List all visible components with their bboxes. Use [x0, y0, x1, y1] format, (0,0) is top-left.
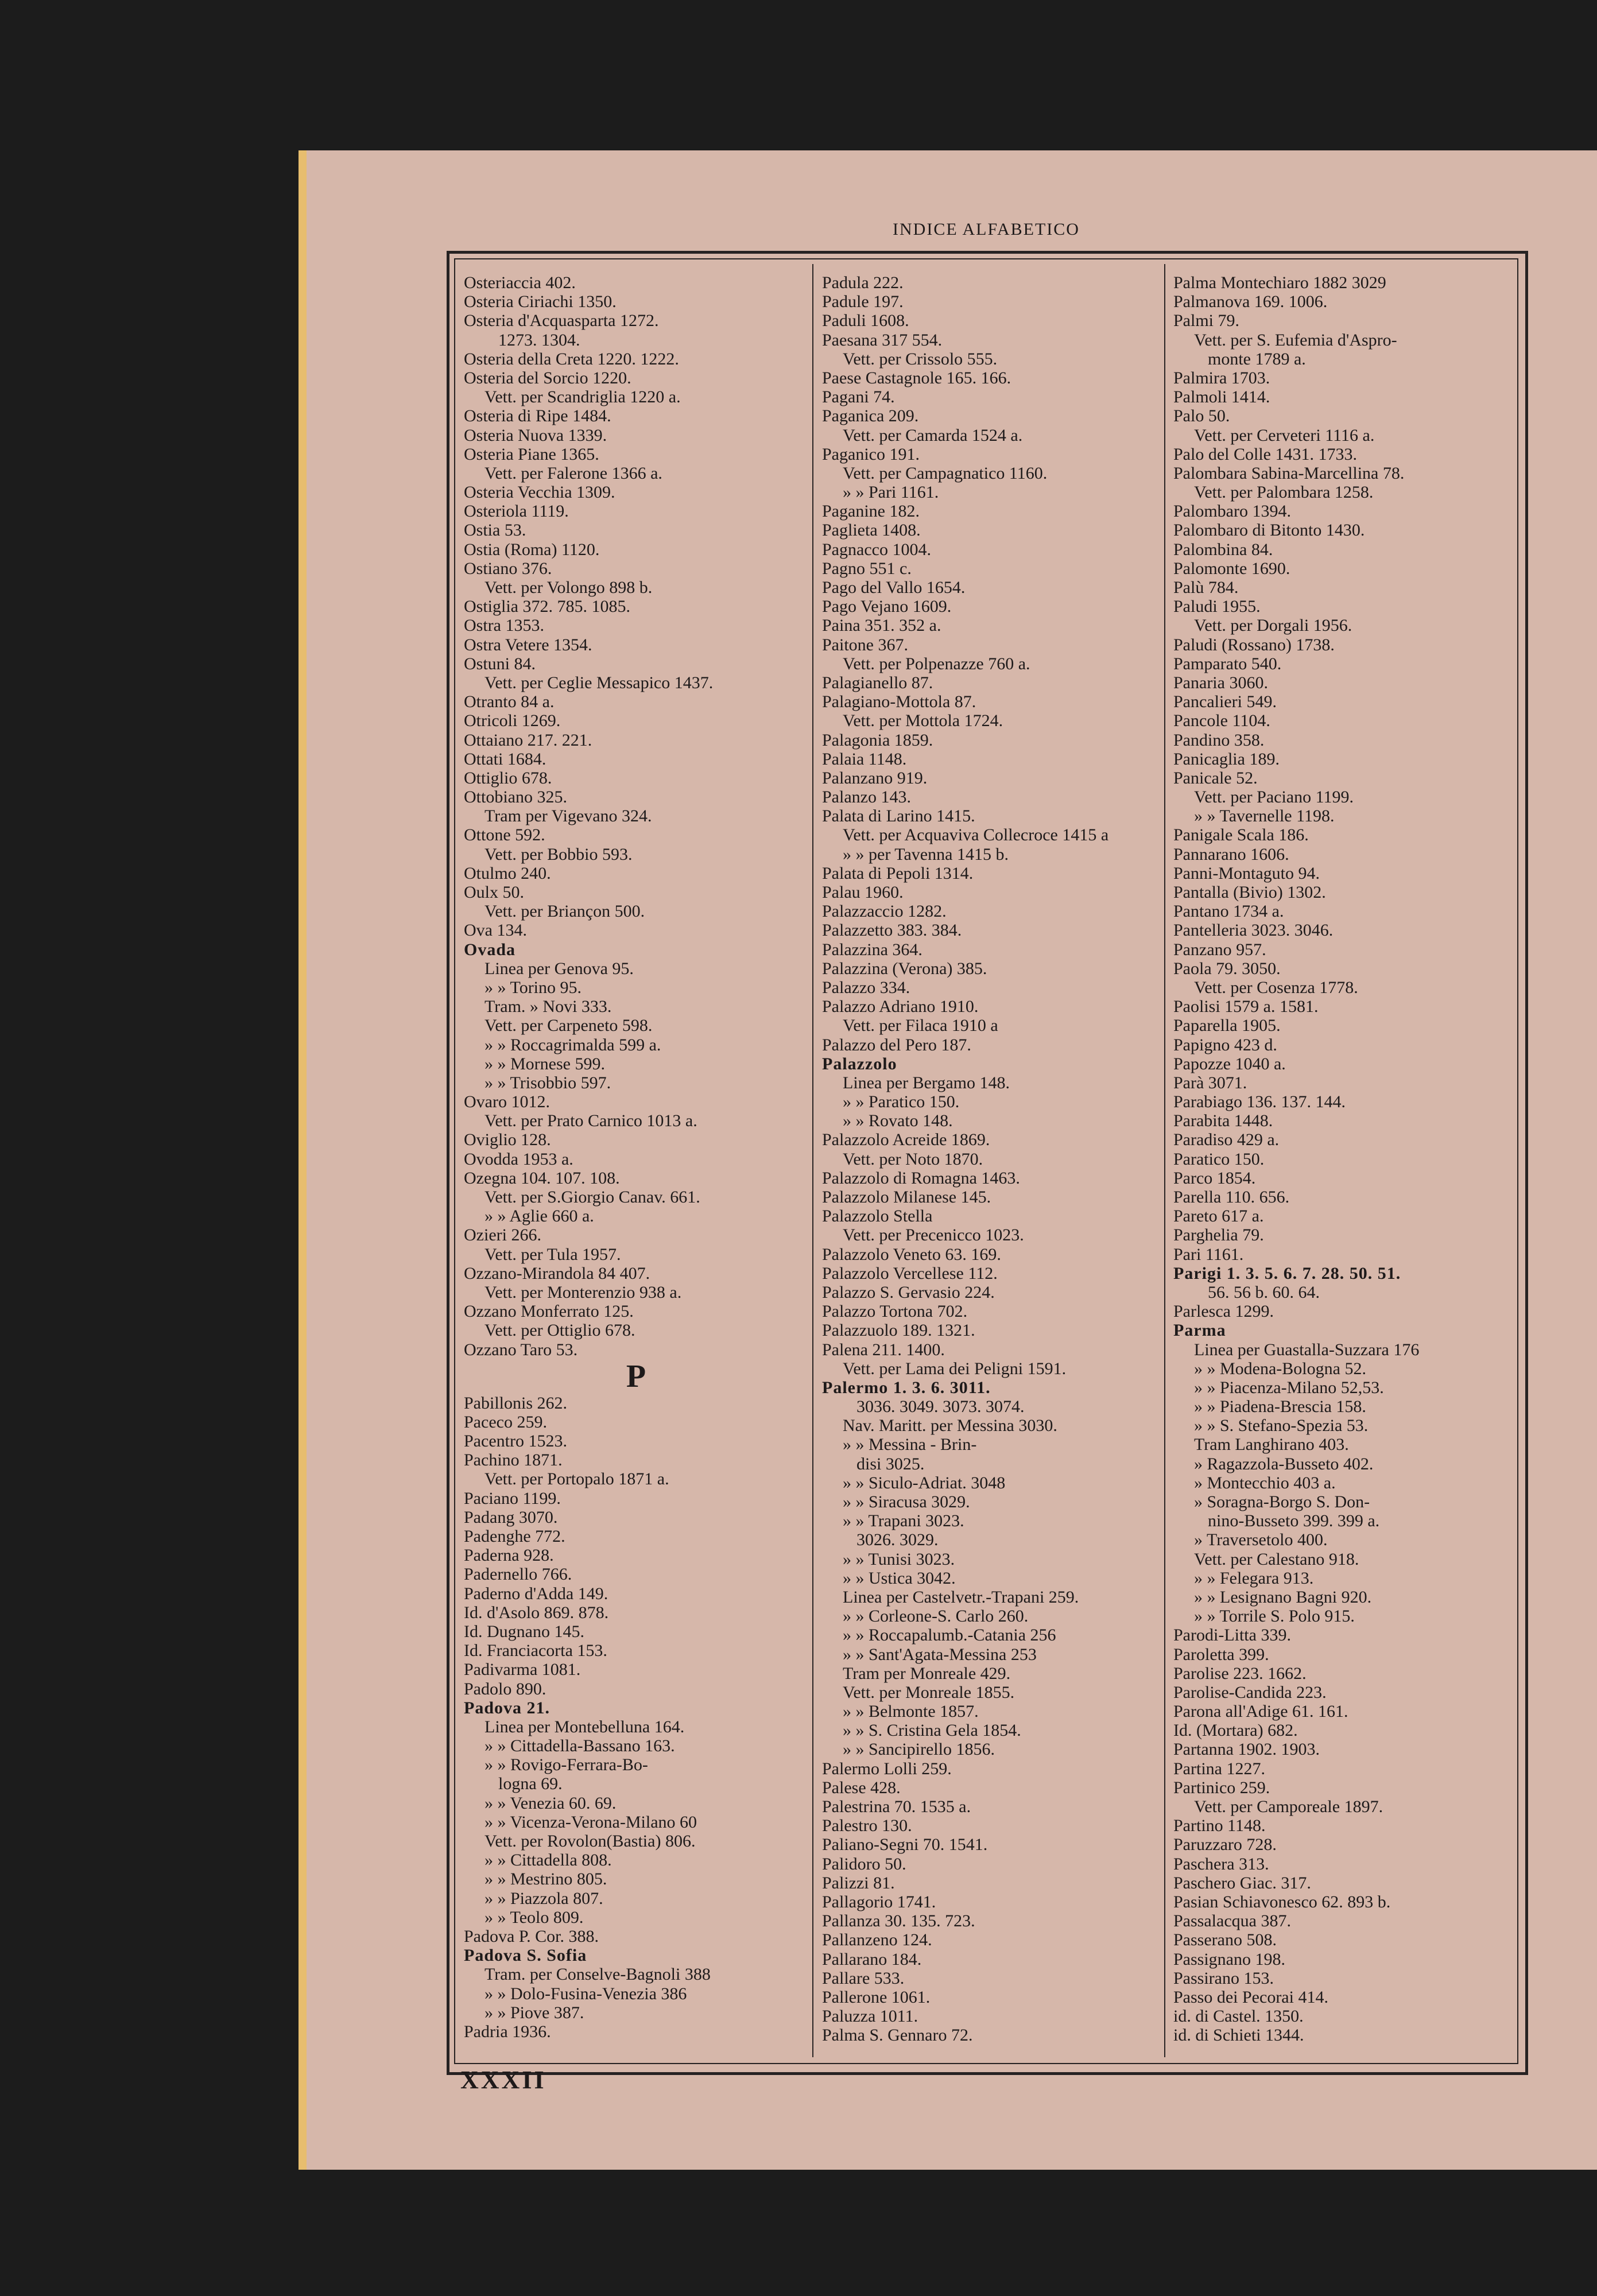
index-entry: Pantelleria 3023. 3046. — [1173, 921, 1334, 940]
index-entry: Tram per Vigevano 324. — [484, 806, 652, 826]
index-entry: Pancalieri 549. — [1173, 692, 1277, 712]
index-entry: » » Trapani 3023. — [843, 1511, 964, 1531]
index-entry: Paroletta 399. — [1173, 1645, 1269, 1664]
index-entry: Ovodda 1953 a. — [464, 1149, 573, 1169]
index-entry: Palestro 130. — [822, 1816, 912, 1836]
index-entry: Pagnacco 1004. — [822, 540, 931, 559]
index-entry: » » Piacenza-Milano 52,53. — [1194, 1378, 1384, 1397]
index-entry: logna 69. — [498, 1774, 563, 1794]
index-entry: Palanzano 919. — [822, 768, 928, 788]
index-entry: Osteriaccia 402. — [464, 273, 576, 292]
index-entry: Ottobiano 325. — [464, 788, 567, 807]
index-entry: Passirano 153. — [1173, 1968, 1274, 1988]
index-entry: Palena 211. 1400. — [822, 1340, 945, 1359]
index-entry: Papigno 423 d. — [1173, 1035, 1277, 1054]
index-entry: Palma Montechiaro 1882 3029 — [1173, 273, 1386, 292]
index-entry: id. di Castel. 1350. — [1173, 2007, 1304, 2026]
index-entry: Pachino 1871. — [464, 1450, 563, 1470]
index-entry: » » Trisobbio 597. — [484, 1073, 611, 1092]
index-entry: Parona all'Adige 61. 161. — [1173, 1702, 1348, 1721]
index-entry: 3036. 3049. 3073. 3074. — [856, 1397, 1025, 1417]
index-entry: Paludi 1955. — [1173, 597, 1261, 616]
index-entry: Paese Castagnole 165. 166. — [822, 368, 1011, 387]
index-entry: Padule 197. — [822, 292, 904, 312]
index-entry: Ostra Vetere 1354. — [464, 635, 592, 654]
index-entry: Palombara Sabina-Marcellina 78. — [1173, 463, 1405, 483]
index-entry: Ostia 53. — [464, 521, 526, 540]
index-entry: Vett. per Cerveteri 1116 a. — [1194, 425, 1375, 445]
index-entry: Ostiglia 372. 785. 1085. — [464, 597, 630, 616]
index-entry: Palazzolo — [822, 1054, 897, 1073]
index-entry: Passalacqua 387. — [1173, 1911, 1291, 1931]
index-entry: Paola 79. 3050. — [1173, 959, 1281, 978]
index-entry: Paschera 313. — [1173, 1854, 1269, 1874]
index-entry: disi 3025. — [856, 1454, 925, 1473]
index-entry: Vett. per Precenicco 1023. — [843, 1225, 1024, 1245]
index-entry: Paciano 1199. — [464, 1488, 561, 1508]
index-entry: Osteria di Ripe 1484. — [464, 406, 611, 426]
index-column-3 — [1173, 273, 1518, 2045]
index-entry: Id. Franciacorta 153. — [464, 1641, 607, 1661]
index-entry: Ottone 592. — [464, 825, 545, 845]
index-entry: Partina 1227. — [1173, 1759, 1265, 1778]
index-entry: Palanzo 143. — [822, 788, 911, 807]
index-entry: Paradiso 429 a. — [1173, 1130, 1280, 1150]
index-entry: Paganica 209. — [822, 406, 919, 426]
index-entry: Paduli 1608. — [822, 311, 909, 331]
index-entry: Vett. per Filaca 1910 a — [843, 1016, 998, 1035]
index-entry: monte 1789 a. — [1208, 349, 1306, 369]
index-entry: » » Vicenza-Verona-Milano 60 — [484, 1812, 697, 1832]
index-entry: Vett. per Ceglie Messapico 1437. — [484, 673, 714, 692]
index-entry: Parabita 1448. — [1173, 1111, 1273, 1131]
index-entry: Palestrina 70. 1535 a. — [822, 1797, 971, 1816]
index-entry: Vett. per Cosenza 1778. — [1194, 978, 1358, 997]
index-entry: » Ragazzola-Busseto 402. — [1194, 1454, 1374, 1473]
index-entry: Padang 3070. — [464, 1507, 558, 1527]
index-entry: Paolisi 1579 a. 1581. — [1173, 997, 1319, 1017]
index-entry: Ostia (Roma) 1120. — [464, 540, 600, 559]
index-entry: Palazzolo Vercellese 112. — [822, 1263, 998, 1283]
index-entry: Ostuni 84. — [464, 654, 536, 673]
index-entry: » » Teolo 809. — [484, 1907, 584, 1927]
index-entry: Vett. per S. Eufemia d'Aspro- — [1194, 330, 1397, 350]
index-entry: Vett. per Rovolon(Bastia) 806. — [484, 1832, 696, 1851]
index-entry: » Montecchio 403 a. — [1194, 1473, 1336, 1492]
index-entry: Ovaro 1012. — [464, 1092, 550, 1112]
index-entry: » » Torino 95. — [484, 978, 582, 997]
index-entry: Pasian Schiavonesco 62. 893 b. — [1173, 1892, 1391, 1911]
index-entry: Vett. per Lama dei Peligni 1591. — [843, 1359, 1067, 1378]
index-entry: Ozegna 104. 107. 108. — [464, 1168, 620, 1188]
index-entry: Palata di Pepoli 1314. — [822, 863, 974, 883]
index-entry: Padova 21. — [464, 1698, 551, 1717]
index-entry: Palazzina (Verona) 385. — [822, 959, 987, 978]
index-entry: Vett. per Paciano 1199. — [1194, 788, 1354, 807]
index-entry: » » Torrile S. Polo 915. — [1194, 1607, 1355, 1626]
index-entry: Pallerone 1061. — [822, 1987, 931, 2007]
index-entry: Pancole 1104. — [1173, 711, 1270, 731]
index-entry: Pagno 551 c. — [822, 559, 912, 578]
index-entry: Palombaro 1394. — [1173, 502, 1291, 521]
index-entry: Palazzolo Milanese 145. — [822, 1188, 991, 1207]
index-entry: Parà 3071. — [1173, 1073, 1247, 1092]
index-entry: Panzano 957. — [1173, 940, 1266, 959]
index-entry: Passerano 508. — [1173, 1930, 1277, 1950]
index-entry: Pacentro 1523. — [464, 1432, 567, 1451]
index-entry: Ozieri 266. — [464, 1225, 541, 1245]
index-column-1 — [464, 273, 808, 2041]
index-entry: Palagiano-Mottola 87. — [822, 692, 976, 712]
index-entry: Pallarano 184. — [822, 1949, 922, 1969]
index-entry: Ottiglio 678. — [464, 768, 552, 788]
index-entry: Palagonia 1859. — [822, 730, 933, 750]
index-entry: Panicaglia 189. — [1173, 749, 1280, 769]
index-entry: Palau 1960. — [822, 883, 904, 902]
index-entry: Paitone 367. — [822, 635, 908, 654]
index-entry: » » S. Stefano-Spezia 53. — [1194, 1416, 1369, 1436]
index-entry: » Soragna-Borgo S. Don- — [1194, 1492, 1370, 1511]
index-entry: Vett. per Falerone 1366 a. — [484, 463, 662, 483]
index-entry: Linea per Castelvetr.-Trapani 259. — [843, 1587, 1079, 1607]
index-entry: Vett. per Acquaviva Collecroce 1415 a — [843, 825, 1109, 845]
index-entry: Parabiago 136. 137. 144. — [1173, 1092, 1346, 1112]
index-entry: » » Ustica 3042. — [843, 1568, 956, 1588]
index-entry: Ovada — [464, 940, 516, 959]
index-entry: Vett. per Prato Carnico 1013 a. — [484, 1111, 697, 1131]
index-entry: » » Belmonte 1857. — [843, 1702, 979, 1721]
index-entry: Palo 50. — [1173, 406, 1230, 426]
index-entry: Palidoro 50. — [822, 1854, 906, 1874]
index-entry: Paruzzaro 728. — [1173, 1835, 1277, 1855]
index-entry: Palazzaccio 1282. — [822, 902, 947, 921]
index-entry: » » Rovigo-Ferrara-Bo- — [484, 1755, 648, 1775]
index-entry: Passignano 198. — [1173, 1949, 1285, 1969]
index-entry: Paglieta 1408. — [822, 521, 921, 540]
index-entry: » » Aglie 660 a. — [484, 1207, 594, 1226]
index-entry: Pallanza 30. 135. 723. — [822, 1911, 975, 1931]
index-entry: Osteria d'Acquasparta 1272. — [464, 311, 659, 331]
index-entry: » » Rovato 148. — [843, 1111, 953, 1131]
index-entry: Osteria della Creta 1220. 1222. — [464, 349, 679, 369]
index-entry: Palermo Lolli 259. — [822, 1759, 952, 1778]
index-entry: Paschero Giac. 317. — [1173, 1873, 1311, 1892]
index-entry: Pannarano 1606. — [1173, 844, 1289, 864]
index-entry: Vett. per Campagnatico 1160. — [843, 463, 1048, 483]
index-entry: » » Modena-Bologna 52. — [1194, 1359, 1366, 1378]
index-entry: Otricoli 1269. — [464, 711, 561, 731]
index-entry: Vett. per Bobbio 593. — [484, 844, 633, 864]
index-entry: Tram. per Conselve-Bagnoli 388 — [484, 1965, 711, 1984]
index-entry: Pallanzeno 124. — [822, 1930, 932, 1950]
index-entry: Palazzina 364. — [822, 940, 922, 959]
index-entry: » » Dolo-Fusina-Venezia 386 — [484, 1984, 687, 2003]
index-entry: Vett. per Crissolo 555. — [843, 349, 998, 369]
index-entry: Ottaiano 217. 221. — [464, 730, 592, 750]
index-entry: nino-Busseto 399. 399 a. — [1208, 1511, 1380, 1531]
index-entry: » » Lesignano Bagni 920. — [1194, 1587, 1372, 1607]
index-entry: Paganine 182. — [822, 502, 920, 521]
index-entry: Palaia 1148. — [822, 749, 907, 769]
index-entry: Id. (Mortara) 682. — [1173, 1721, 1298, 1740]
index-entry: » » Siracusa 3029. — [843, 1492, 970, 1511]
index-entry: Vett. per Volongo 898 b. — [484, 578, 653, 597]
index-entry: Pantano 1734 a. — [1173, 902, 1284, 921]
index-entry: Pareto 617 a. — [1173, 1207, 1264, 1226]
index-entry: Pantalla (Bivio) 1302. — [1173, 883, 1326, 902]
index-entry: Linea per Guastalla-Suzzara 176 — [1194, 1340, 1420, 1359]
index-entry: Padernello 766. — [464, 1565, 572, 1584]
index-entry: Tram Langhirano 403. — [1194, 1435, 1349, 1455]
index-entry: Palombaro di Bitonto 1430. — [1173, 521, 1365, 540]
index-entry: Vett. per Camporeale 1897. — [1194, 1797, 1383, 1816]
index-entry: Ostra 1353. — [464, 616, 544, 635]
index-entry: Palmira 1703. — [1173, 368, 1270, 387]
index-entry: Osteria Nuova 1339. — [464, 425, 607, 445]
index-entry: Panigale Scala 186. — [1173, 825, 1309, 845]
index-entry: » » Roccapalumb.-Catania 256 — [843, 1626, 1056, 1645]
index-entry: Padova S. Sofia — [464, 1946, 587, 1965]
index-entry: Partanna 1902. 1903. — [1173, 1740, 1320, 1759]
index-entry: » » Venezia 60. 69. — [484, 1793, 617, 1813]
index-entry: Vett. per Palombara 1258. — [1194, 483, 1374, 502]
index-entry: Padenghe 772. — [464, 1527, 565, 1546]
index-entry: Parghelia 79. — [1173, 1225, 1264, 1245]
index-entry: Partinico 259. — [1173, 1778, 1270, 1797]
index-entry: Parodi-Litta 339. — [1173, 1626, 1291, 1645]
index-entry: Palagianello 87. — [822, 673, 933, 692]
index-entry: Passo dei Pecorai 414. — [1173, 1987, 1328, 2007]
index-entry: 3026. 3029. — [856, 1530, 939, 1550]
index-entry: » » Tunisi 3023. — [843, 1549, 955, 1569]
index-entry: Palazzo 334. — [822, 978, 910, 997]
index-entry: Parco 1854. — [1173, 1168, 1256, 1188]
index-entry: » » Cittadella 808. — [484, 1851, 612, 1870]
index-entry: » » Sant'Agata-Messina 253 — [843, 1645, 1037, 1664]
index-entry: Panicale 52. — [1173, 768, 1258, 788]
index-entry: Padova P. Cor. 388. — [464, 1926, 599, 1946]
index-entry: Palo del Colle 1431. 1733. — [1173, 444, 1357, 464]
index-entry: » » Felegara 913. — [1194, 1568, 1314, 1588]
index-entry: Paderno d'Adda 149. — [464, 1584, 608, 1603]
index-entry: Palmoli 1414. — [1173, 387, 1270, 407]
index-entry: » » Mornese 599. — [484, 1054, 605, 1073]
index-entry: » » Piove 387. — [484, 2003, 584, 2022]
index-entry: Palù 784. — [1173, 578, 1239, 597]
index-entry: » » Roccagrimalda 599 a. — [484, 1035, 661, 1054]
index-entry: Linea per Genova 95. — [484, 959, 634, 978]
index-entry: Nav. Maritt. per Messina 3030. — [843, 1416, 1057, 1436]
index-entry: Palmanova 169. 1006. — [1173, 292, 1328, 312]
index-entry: Pari 1161. — [1173, 1244, 1244, 1264]
index-entry: Paluzza 1011. — [822, 2007, 918, 2026]
index-entry: Parolise-Candida 223. — [1173, 1682, 1327, 1702]
index-entry: Id. Dugnano 145. — [464, 1622, 584, 1641]
index-entry: Osteria Piane 1365. — [464, 444, 599, 464]
index-entry: Paparella 1905. — [1173, 1016, 1281, 1035]
index-entry: Vett. per Briançon 500. — [484, 902, 645, 921]
index-entry: Vett. per Tula 1957. — [484, 1244, 621, 1264]
index-entry: Palomonte 1690. — [1173, 559, 1290, 578]
index-entry: Ova 134. — [464, 921, 527, 940]
index-entry: Palma S. Gennaro 72. — [822, 2026, 973, 2045]
index-entry: Paliano-Segni 70. 1541. — [822, 1835, 988, 1855]
index-entry: Oulx 50. — [464, 883, 524, 902]
index-entry: Parma — [1173, 1321, 1226, 1340]
index-entry: Palata di Larino 1415. — [822, 806, 975, 826]
index-entry: Palermo 1. 3. 6. 3011. — [822, 1378, 991, 1397]
index-entry: Vett. per Ottiglio 678. — [484, 1321, 635, 1340]
index-entry: Parella 110. 656. — [1173, 1188, 1290, 1207]
index-entry: Pallare 533. — [822, 1968, 905, 1988]
index-entry: Pago del Vallo 1654. — [822, 578, 966, 597]
index-entry: Otranto 84 a. — [464, 692, 555, 712]
index-entry: » » Mestrino 805. — [484, 1870, 607, 1889]
index-entry: Osteriola 1119. — [464, 502, 569, 521]
index-entry: » » S. Cristina Gela 1854. — [843, 1721, 1021, 1740]
index-entry: Pallagorio 1741. — [822, 1892, 936, 1911]
index-entry: Vett. per Scandriglia 1220 a. — [484, 387, 681, 407]
index-entry: Vett. per Camarda 1524 a. — [843, 425, 1023, 445]
index-entry: » » Cittadella-Bassano 163. — [484, 1736, 675, 1756]
index-entry: Palazzolo Veneto 63. 169. — [822, 1244, 1001, 1264]
index-entry: Paesana 317 554. — [822, 330, 943, 350]
index-entry: Vett. per Monterenzio 938 a. — [484, 1282, 682, 1302]
index-entry: 56. 56 b. 60. 64. — [1208, 1282, 1320, 1302]
index-entry: » » Pari 1161. — [843, 483, 939, 502]
index-entry: » » Siculo-Adriat. 3048 — [843, 1473, 1006, 1492]
index-entry: Ozzano Taro 53. — [464, 1340, 578, 1359]
index-entry: » » Corleone-S. Carlo 260. — [843, 1607, 1029, 1626]
index-entry: P — [626, 1358, 646, 1394]
index-entry: Pamparato 540. — [1173, 654, 1282, 673]
index-entry: Parolise 223. 1662. — [1173, 1663, 1307, 1683]
index-entry: Palazzo del Pero 187. — [822, 1035, 971, 1054]
column-rule — [812, 264, 813, 2057]
index-entry: Pago Vejano 1609. — [822, 597, 952, 616]
index-entry: Padivarma 1081. — [464, 1660, 581, 1680]
index-entry: » » Messina - Brin- — [843, 1435, 977, 1455]
index-entry: Panni-Montaguto 94. — [1173, 863, 1320, 883]
index-entry: Pabillonis 262. — [464, 1393, 568, 1413]
index-entry: Pandino 358. — [1173, 730, 1265, 750]
index-entry: Palazzo Adriano 1910. — [822, 997, 979, 1017]
index-entry: Parlesca 1299. — [1173, 1302, 1274, 1321]
index-entry: Pagani 74. — [822, 387, 895, 407]
index-entry: Osteria Ciriachi 1350. — [464, 292, 617, 312]
index-entry: Palombina 84. — [1173, 540, 1273, 559]
page-header-title: INDICE ALFABETICO — [893, 220, 1080, 239]
index-entry: Palazzolo Acreide 1869. — [822, 1130, 990, 1150]
index-entry: » » Piazzola 807. — [484, 1888, 603, 1908]
index-entry: Palese 428. — [822, 1778, 901, 1797]
index-entry: Vett. per Dorgali 1956. — [1194, 616, 1352, 635]
index-entry: Ozzano Monferrato 125. — [464, 1302, 634, 1321]
index-entry: Ozzano-Mirandola 84 407. — [464, 1263, 650, 1283]
index-entry: Paceco 259. — [464, 1412, 547, 1432]
index-entry: » » per Tavenna 1415 b. — [843, 844, 1009, 864]
index-entry: Vett. per Carpeneto 598. — [484, 1016, 653, 1035]
page-number: XXXII — [460, 2066, 546, 2094]
index-entry: Ottati 1684. — [464, 749, 546, 769]
index-entry: Paludi (Rossano) 1738. — [1173, 635, 1335, 654]
index-entry: Partino 1148. — [1173, 1816, 1266, 1836]
index-entry: Palazzo Tortona 702. — [822, 1302, 968, 1321]
index-entry: Papozze 1040 a. — [1173, 1054, 1286, 1073]
index-entry: » Traversetolo 400. — [1194, 1530, 1328, 1550]
index-entry: Palazzetto 383. 384. — [822, 921, 962, 940]
index-entry: Oviglio 128. — [464, 1130, 551, 1150]
index-entry: » » Tavernelle 1198. — [1194, 806, 1335, 826]
index-entry: Palmi 79. — [1173, 311, 1240, 331]
index-entry: Linea per Montebelluna 164. — [484, 1717, 685, 1736]
index-entry: 1273. 1304. — [498, 330, 580, 350]
index-entry: Paratico 150. — [1173, 1149, 1265, 1169]
index-entry: Parigi 1. 3. 5. 6. 7. 28. 50. 51. — [1173, 1263, 1401, 1283]
index-entry: » » Piadena-Brescia 158. — [1194, 1397, 1366, 1417]
index-entry: Paderna 928. — [464, 1546, 554, 1565]
index-entry: Vett. per Polpenazze 760 a. — [843, 654, 1030, 673]
index-entry: Paganico 191. — [822, 444, 920, 464]
index-entry: id. di Schieti 1344. — [1173, 2026, 1304, 2045]
index-entry: Vett. per Mottola 1724. — [843, 711, 1003, 731]
index-entry: Padula 222. — [822, 273, 904, 292]
index-entry: Vett. per Noto 1870. — [843, 1149, 983, 1169]
index-entry: Vett. per Portopalo 1871 a. — [484, 1469, 669, 1489]
index-entry: Tram. » Novi 333. — [484, 997, 612, 1017]
index-entry: Vett. per Calestano 918. — [1194, 1549, 1359, 1569]
index-entry: Padolo 890. — [464, 1679, 546, 1698]
index-entry: Tram per Monreale 429. — [843, 1663, 1011, 1683]
index-entry: Vett. per Monreale 1855. — [843, 1682, 1015, 1702]
index-entry: Vett. per S.Giorgio Canav. 661. — [484, 1188, 700, 1207]
index-entry: Palazzolo Stella — [822, 1207, 933, 1226]
index-entry: Osteria del Sorcio 1220. — [464, 368, 631, 387]
index-entry: Palazzolo di Romagna 1463. — [822, 1168, 1020, 1188]
index-entry: Panaria 3060. — [1173, 673, 1268, 692]
index-entry: Linea per Bergamo 148. — [843, 1073, 1010, 1092]
index-entry: Ostiano 376. — [464, 559, 552, 578]
index-entry: » » Paratico 150. — [843, 1092, 960, 1112]
index-entry: Osteria Vecchia 1309. — [464, 483, 615, 502]
index-entry: Id. d'Asolo 869. 878. — [464, 1603, 609, 1622]
index-entry: Padria 1936. — [464, 2022, 551, 2041]
index-entry: Otulmo 240. — [464, 863, 551, 883]
index-entry: Palazzo S. Gervasio 224. — [822, 1282, 995, 1302]
index-entry: » » Sancipirello 1856. — [843, 1740, 995, 1759]
index-entry: Palazzuolo 189. 1321. — [822, 1321, 975, 1340]
index-entry: Paina 351. 352 a. — [822, 616, 941, 635]
index-column-2 — [822, 273, 1166, 2045]
index-entry: Palizzi 81. — [822, 1873, 895, 1892]
